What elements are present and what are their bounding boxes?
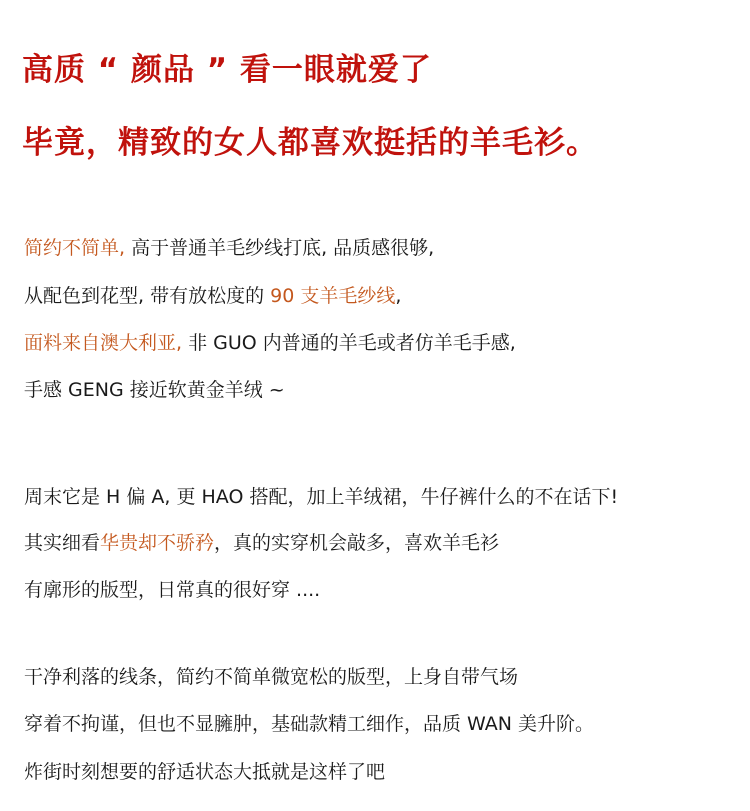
text-line: 炸街时刻想要的舒适状态大抵就是这样了吧: [24, 761, 386, 783]
text-line: [24, 284, 401, 308]
highlight-text: 简约不简单,: [24, 237, 126, 259]
text-line: 有廓形的版型，日常真的很好穿 ....: [24, 579, 321, 601]
text-line: 干净利落的线条，简约不简单微宽松的版型，上身自带气场: [24, 666, 519, 688]
text-line: [24, 531, 499, 555]
text-span: ,: [395, 285, 402, 307]
text-span: 非 GUO 内普通的羊毛或者仿羊毛手感,: [182, 332, 516, 354]
headline-line-2: 毕竟，精致的女人都喜欢挺括的羊毛衫。: [22, 125, 598, 161]
text-line: [24, 236, 434, 260]
text-line: 周末它是 H 偏 A, 更 HAO 搭配，加上羊绒裙，牛仔裤什么的不在话下!: [24, 486, 619, 508]
text-line: 手感 GENG 接近软黄金羊绒 ~: [24, 379, 285, 401]
text-span: 高于普通羊毛纱线打底, 品质感很够,: [125, 237, 435, 259]
text-span: 其实细看: [24, 532, 101, 554]
text-span: ，真的实穿机会敲多，喜欢羊毛衫: [214, 532, 500, 554]
highlight-text: 华贵却不骄矜: [100, 532, 215, 554]
highlight-text: 面料来自澳大利亚,: [24, 332, 183, 354]
text-line: 穿着不拘谨，但也不显臃肿，基础款精工细作，品质 WAN 美升阶。: [24, 713, 595, 735]
text-span: 从配色到花型, 带有放松度的: [24, 285, 271, 307]
text-line: [24, 331, 516, 355]
highlight-text: 90 支羊毛纱线: [270, 285, 396, 307]
headline-line-1: 高质 “ 颜品 ” 看一眼就爱了: [22, 52, 432, 88]
